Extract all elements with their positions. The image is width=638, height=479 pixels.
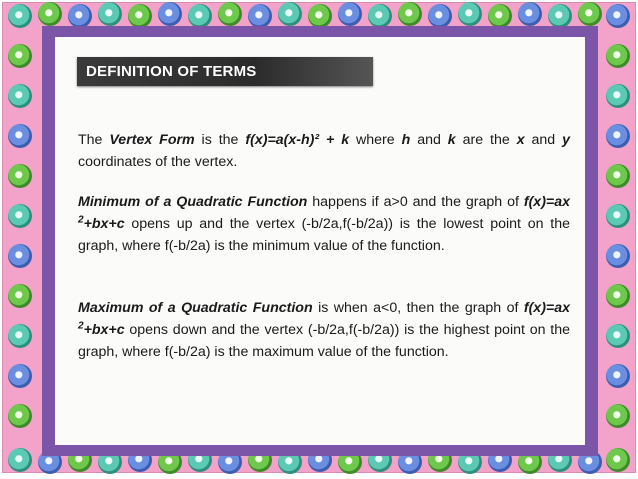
ornament-icon: [8, 164, 32, 188]
ornament-icon: [8, 324, 32, 348]
ornament-icon: [606, 244, 630, 268]
text: is when a<0, then the graph of: [312, 300, 524, 316]
ornament-icon: [98, 2, 122, 26]
ornament-icon: [8, 44, 32, 68]
ornament-icon: [278, 2, 302, 26]
ornament-icon: [38, 2, 62, 26]
ornament-icon: [68, 4, 92, 28]
ornament-icon: [606, 4, 630, 28]
text: are the: [455, 132, 517, 148]
ornament-icon: [8, 448, 32, 472]
paragraph-maximum: [78, 297, 570, 363]
text: where: [349, 132, 402, 148]
ornament-icon: [398, 2, 422, 26]
ornament-icon: [8, 244, 32, 268]
var-h: h: [401, 132, 411, 148]
ornament-icon: [606, 84, 630, 108]
ornament-icon: [428, 4, 452, 28]
ornament-icon: [8, 284, 32, 308]
ornament-icon: [8, 124, 32, 148]
text: and: [410, 132, 448, 148]
exponent: 2: [78, 320, 84, 332]
text: opens down and the vertex (-b/2a,f(-b/2a)) is the highest point on the graph, where f(-b/2a) is the maximum value of the function.: [78, 322, 570, 360]
term-maximum: Maximum of a Quadratic Function: [78, 300, 313, 316]
text: The: [78, 132, 110, 148]
ornament-icon: [158, 2, 182, 26]
var-k: k: [447, 132, 456, 148]
paragraph-minimum: [78, 191, 570, 257]
ornament-icon: [606, 124, 630, 148]
ornament-icon: [338, 2, 362, 26]
ornament-icon: [458, 2, 482, 26]
ornament-icon: [578, 2, 602, 26]
ornament-icon: [188, 4, 212, 28]
ornament-icon: [606, 164, 630, 188]
ornament-icon: [218, 2, 242, 26]
ornament-icon: [606, 204, 630, 228]
text: opens up and the vertex (-b/2a,f(-b/2a)) is the lowest point on the graph, where f(-b/2a) is the minimum value of the function.: [78, 216, 570, 254]
slide-title: DEFINITION OF TERMS: [86, 63, 257, 80]
ornament-icon: [368, 4, 392, 28]
ornament-icon: [8, 84, 32, 108]
ornament-icon: [518, 2, 542, 26]
term-vertex-form: Vertex Form: [109, 132, 195, 148]
ornament-icon: [488, 4, 512, 28]
ornament-icon: [606, 284, 630, 308]
text: is the: [194, 132, 246, 148]
formula-part: +bx+c: [83, 322, 125, 338]
formula: f(x)=a(x-h)² + k: [245, 132, 350, 148]
formula-part: f(x)=ax: [523, 194, 570, 210]
formula-part: f(x)=ax: [523, 300, 570, 316]
ornament-icon: [8, 364, 32, 388]
ornament-icon: [8, 204, 32, 228]
ornament-icon: [548, 4, 572, 28]
ornament-icon: [606, 44, 630, 68]
text: coordinates of the vertex.: [78, 154, 238, 170]
ornament-icon: [8, 404, 32, 428]
ornament-icon: [606, 404, 630, 428]
var-x: x: [516, 132, 525, 148]
ornament-icon: [308, 4, 332, 28]
term-minimum: Minimum of a Quadratic Function: [78, 194, 308, 210]
formula-part: +bx+c: [83, 216, 125, 232]
ornament-icon: [606, 364, 630, 388]
text: happens if a>0 and the graph of: [307, 194, 524, 210]
ornament-icon: [248, 4, 272, 28]
ornament-icon: [606, 448, 630, 472]
paragraph-vertex-form: [78, 129, 570, 173]
text: and: [524, 132, 563, 148]
ornament-icon: [606, 324, 630, 348]
ornament-icon: [128, 4, 152, 28]
exponent: 2: [78, 214, 84, 226]
var-y: y: [562, 132, 571, 148]
ornament-icon: [8, 4, 32, 28]
